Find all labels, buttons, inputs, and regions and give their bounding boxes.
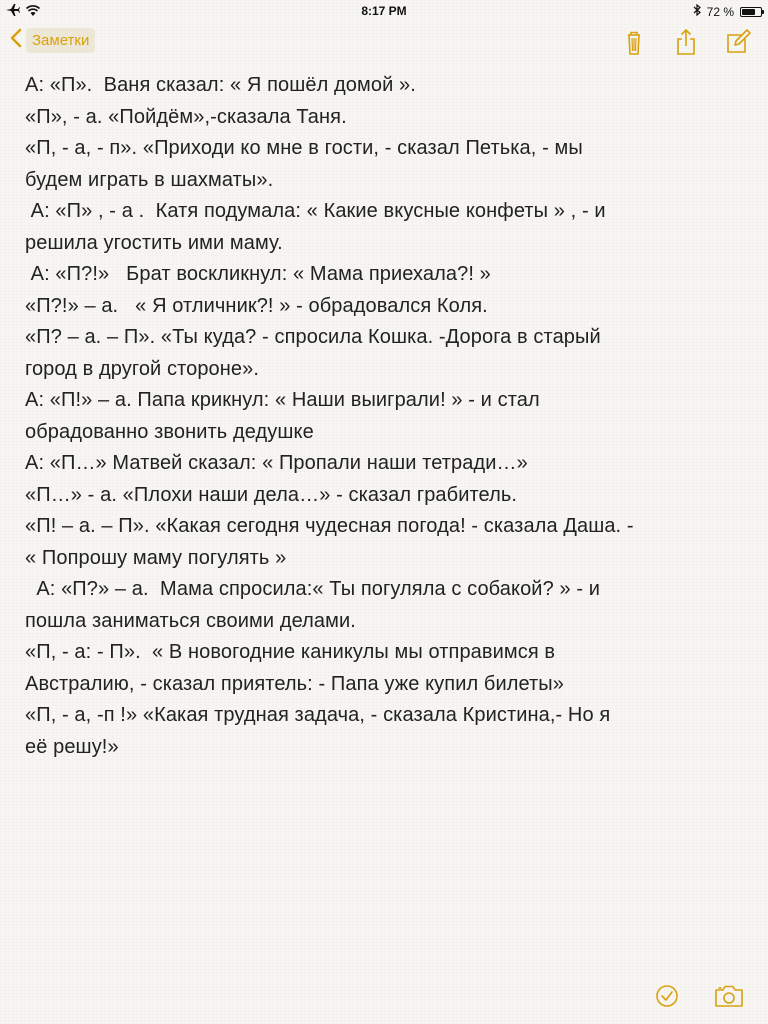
bluetooth-icon	[693, 4, 701, 19]
note-line: А: «П…» Матвей сказал: « Пропали наши тетради…»	[25, 452, 528, 474]
note-line: будем играть в шахматы».	[25, 168, 274, 191]
note-line: А: «П» , - а . Катя подумала: « Какие вкусные конфеты » , - и	[25, 200, 606, 222]
trash-icon[interactable]	[620, 28, 648, 56]
note-line: « Попрошу маму погулять »	[25, 546, 287, 569]
note-line: решила угостить ими маму.	[25, 231, 283, 254]
note-line: город в другой стороне».	[25, 357, 260, 380]
status-time: 8:17 PM	[361, 4, 407, 18]
navigation-bar	[0, 22, 768, 66]
note-line: А: «П?» – а. Мама спросила:« Ты погуляла с собакой? » - и	[25, 578, 601, 600]
note-line: «П, - а: - П». « В новогодние каникулы мы отправимся в	[25, 641, 556, 663]
battery-percent: 72 %	[706, 4, 734, 19]
battery-tip	[762, 10, 764, 14]
note-line: «П? – а. – П». «Ты куда? - спросила Кошка. -Дорога в старый	[25, 326, 601, 348]
bottom-toolbar	[0, 980, 768, 1024]
note-line: «П», - а. «Пойдём»,-сказала Таня.	[25, 105, 347, 128]
note-text[interactable]	[25, 70, 745, 763]
note-line: «П! – а. – П». «Какая сегодня чудесная погода! - сказала Даша. -	[25, 515, 634, 537]
camera-icon[interactable]	[714, 984, 744, 1013]
compose-icon[interactable]	[724, 28, 752, 56]
note-line: А: «П?!» Брат воскликнул: « Мама приехала?! »	[25, 263, 491, 285]
back-label: Заметки	[26, 28, 95, 53]
note-line: обрадованно звонить дедушке	[25, 420, 314, 443]
status-bar	[0, 0, 768, 22]
checklist-icon[interactable]	[654, 983, 680, 1014]
note-line: «П, - а, - п». «Приходи ко мне в гости, - сказал Петька, - мы	[25, 137, 583, 159]
nav-actions	[620, 28, 752, 56]
share-icon[interactable]	[672, 28, 700, 56]
note-line: её решу!»	[25, 735, 119, 758]
bottom-actions	[654, 983, 744, 1014]
chevron-left-icon	[10, 28, 22, 53]
note-line: «П?!» – а. « Я отличник?! » - обрадовался Коля.	[25, 294, 488, 317]
back-button[interactable]	[10, 28, 95, 53]
battery-icon	[740, 7, 762, 17]
note-line: А: «П». Ваня сказал: « Я пошёл домой ».	[25, 74, 416, 96]
note-line: А: «П!» – а. Папа крикнул: « Наши выиграли! » - и стал	[25, 389, 540, 411]
note-line: «П…» - а. «Плохи наши дела…» - сказал грабитель.	[25, 483, 518, 506]
battery-level	[742, 9, 755, 15]
note-line: «П, - а, -п !» «Какая трудная задача, - сказала Кристина,- Но я	[25, 704, 611, 726]
status-right	[693, 4, 762, 19]
note-line: пошла заниматься своими делами.	[25, 609, 356, 632]
note-line: Австралию, - сказал приятель: - Папа уже купил билеты»	[25, 672, 565, 695]
